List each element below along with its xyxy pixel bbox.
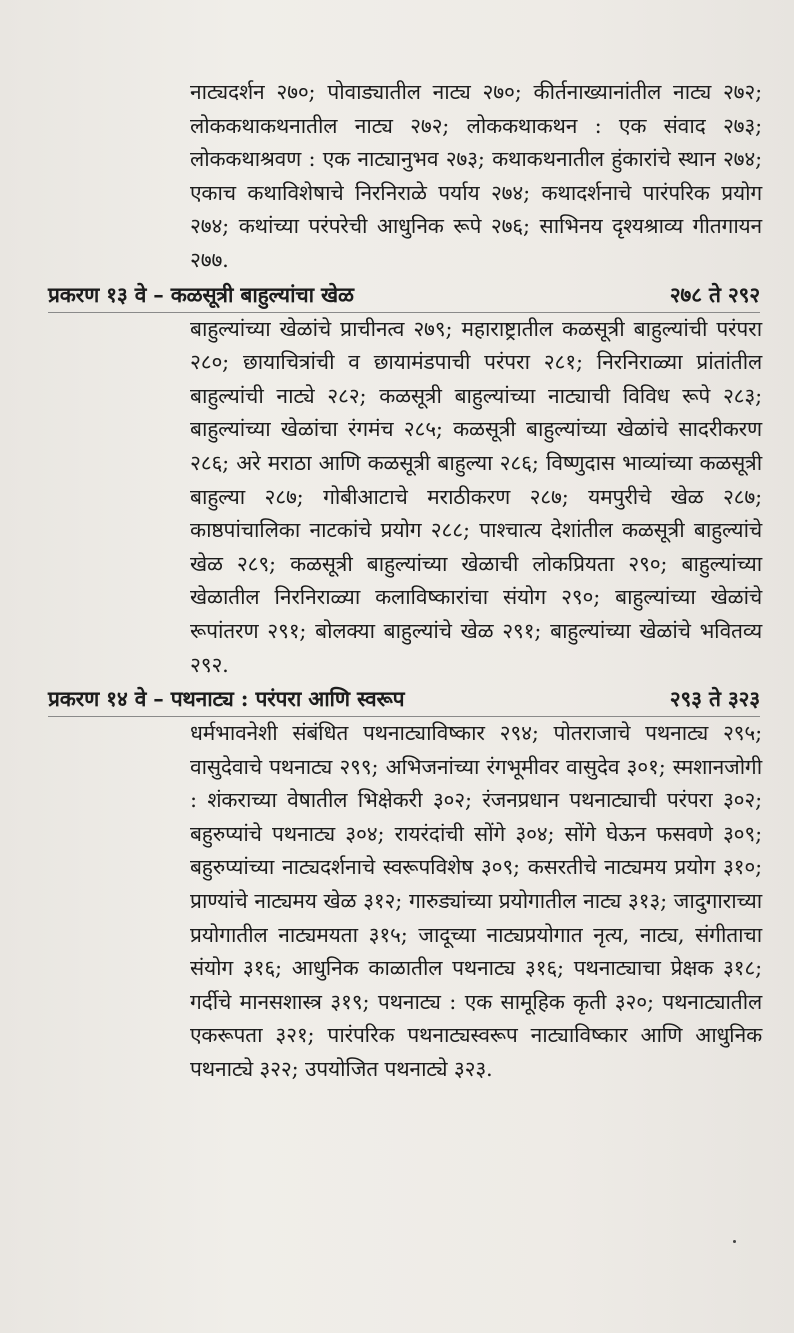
chapter-13-page-range: २७८ ते २९२: [669, 281, 760, 307]
chapter-14-contents: धर्मभावनेशी संबंधित पथनाट्याविष्कार २९४; पोतराजाचे पथनाट्य २९५; वासुदेवाचे पथनाट्य २९९; अभिजनांच्या रंगभूमीवर वासुदेव ३०१; स्मशानजोगी : शंकराच्या वेषातील भिक्षेकरी ३०२; रंजनप्रधान पथनाट्याची परंपरा ३०२; बहुरुप्यांचे पथनाट्य ३०४; रायरंदांची सोंगे ३०४; सोंगे घेऊन फसवणे ३०९; बहुरुप्यांच्या नाट्यदर्शनाचे स्वरूपविशेष ३०९; कसरतीचे नाट्यमय प्रयोग ३१०; प्राण्यांचे नाट्यमय खेळ ३१२; गारुड्यांच्या प्रयोगातील नाट्य ३१३; जादुगाराच्या प्रयोगातील नाट्यमयता ३१५; जादूच्या नाट्यप्रयोगात नृत्य, नाट्य, संगीताचा संयोग ३१६; आधुनिक काळातील पथनाट्य ३१६; पथनाट्याचा प्रेक्षक ३१८; गर्दीचे मानसशास्त्र ३१९; पथनाट्य : एक सामूहिक कृती ३२०; पथनाट्यातील एकरूपता ३२१; पारंपरिक पथनाट्यस्वरूप नाट्याविष्कार आणि आधुनिक पथनाट्ये ३२२; उपयोजित पथनाट्ये ३२३.: [190, 721, 762, 1082]
chapter-14-title: प्रकरण १४ वे – पथनाट्य : परंपरा आणि स्वरूप: [48, 686, 405, 712]
toc-paragraph-continued: नाट्यदर्शन २७०; पोवाड्यातील नाट्य २७०; कीर्तनाख्यानांतील नाट्य २७२; लोककथाकथनातील नाट्य २७२; लोककथाकथन : एक संवाद २७३; लोककथाश्रवण : एक नाट्यानुभव २७३; कथाकथनातील हुंकारांचे स्थान २७४; एकाच कथाविशेषाचे निरनिराळे पर्याय २७४; कथादर्शनाचे पारंपरिक प्रयोग २७४; कथांच्या परंपरेची आधुनिक रूपे २७६; साभिनय दृश्यश्राव्य गीतगायन २७७.: [190, 80, 762, 272]
chapter-13-title: प्रकरण १३ वे – कळसूत्री बाहुल्यांचा खेळ: [48, 281, 354, 307]
chapter-14-heading: [48, 682, 760, 717]
chapter-14-page-range: २९३ ते ३२३: [669, 686, 760, 712]
chapter-13-contents: बाहुल्यांच्या खेळांचे प्राचीनत्व २७९; महाराष्ट्रातील कळसूत्री बाहुल्यांची परंपरा २८०; छायाचित्रांची व छायामंडपाची परंपरा २८१; निरनिराळ्या प्रांतांतील बाहुल्यांची नाट्ये २८२; कळसूत्री बाहुल्यांच्या नाट्याची विविध रूपे २८३; बाहुल्यांच्या खेळांचा रंगमंच २८५; कळसूत्री बाहुल्यांच्या खेळांचे सादरीकरण २८६; अरे मराठा आणि कळसूत्री बाहुल्या २८६; विष्णुदास भाव्यांच्या कळसूत्री बाहुल्या २८७; गोबीआटाचे मराठीकरण २८७; यमपुरीचे खेळ २८७; काष्ठपांचालिका नाटकांचे प्रयोग २८८; पाश्चात्य देशांतील कळसूत्री बाहुल्यांचे खेळ २८९; कळसूत्री बाहुल्यांच्या खेळाची लोकप्रियता २९०; बाहुल्यांच्या खेळातील निरनिराळ्या कलाविष्कारांचा संयोग २९०; बाहुल्यांच्या खेळांचे रूपांतरण २९१; बोलक्या बाहुल्यांचे खेळ २९१; बाहुल्यांच्या खेळांचे भवितव्य २९२.: [190, 316, 762, 677]
table-of-contents: [0, 76, 794, 1087]
ink-speck: [733, 1240, 736, 1243]
chapter-13-heading: [48, 278, 760, 313]
